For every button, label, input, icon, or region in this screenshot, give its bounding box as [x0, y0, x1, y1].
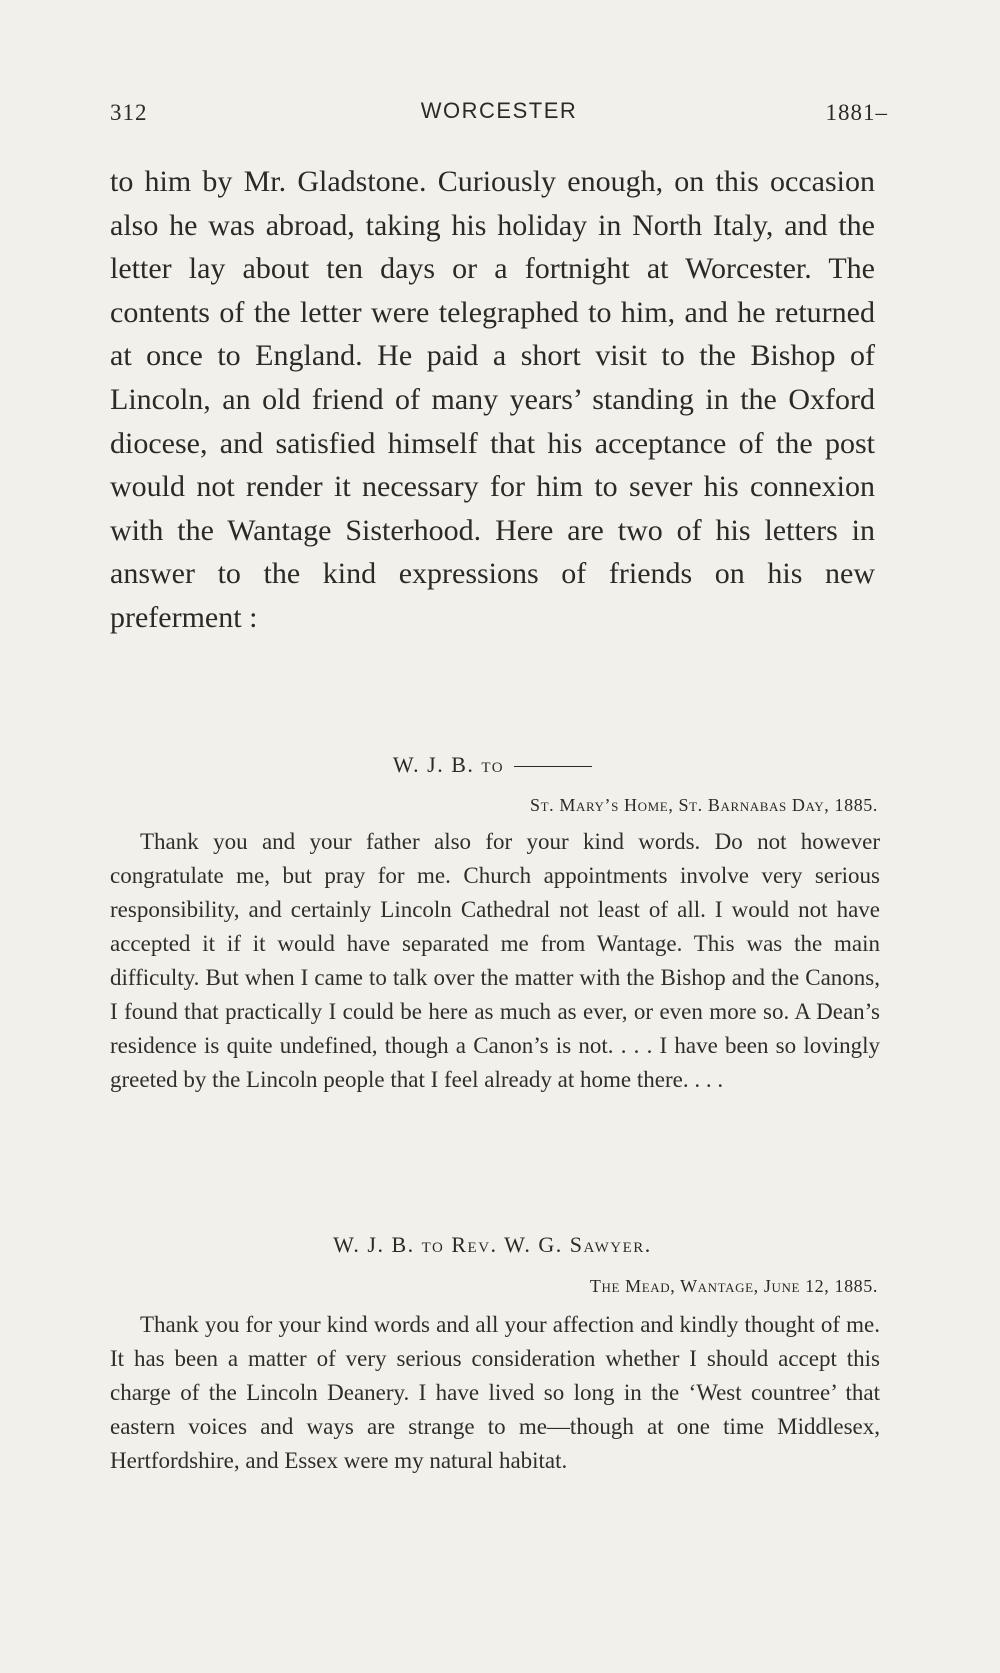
running-title: WORCESTER [420, 98, 578, 123]
recipient-dash [514, 766, 592, 767]
letter2-heading-line [110, 1232, 875, 1258]
letter2-body: Thank you for your kind words and all your affection and kindly thought of me. It has been a matter of very serious consideration whether I should accept this charge of the Lincoln Deanery. I have lived so long in the ‘West countree’ that eastern voices and ways are strange to me—though at one time Middlesex, Hertfordshire, and Essex were my natural habitat. [110, 1312, 880, 1473]
main-paragraph: to him by Mr. Gladstone. Curiously enough, on this occasion also he was abroad, taking his holiday in North Italy, and the letter lay about ten days or a fortnight at Worcester. The contents of the letter were telegraphed to him, and he returned at once to England. He paid a short visit to the Bishop of Lincoln, an old friend of many years’ standing in the Oxford diocese, and satisfied himself that his acceptance of the post would not render it necessary for him to sever his connexion with the Wantage Sisterhood. Here are two of his letters in answer to the kind expressions of friends on his new preferment : [110, 165, 875, 634]
letter1-heading-line [110, 752, 875, 778]
letter1-dateline-line [530, 795, 878, 816]
page-header [110, 98, 888, 132]
letter1-heading: W. J. B. to [392, 752, 505, 777]
page-number: 312 [110, 100, 148, 125]
letter2-dateline-line [590, 1276, 878, 1297]
header-year: 1881– [825, 100, 888, 125]
letter1-body: Thank you and your father also for your kind words. Do not however congratulate me, but pray for me. Church appointments involve very serious responsibility, and certainly Lincoln Cathedral not least of all. I would not have accepted it if it would have separated me from Wantage. This was the main difficulty. But when I came to talk over the matter with the Bishop and the Canons, I found that practically I could be here as much as ever, or even more so. A Dean’s residence is quite undefined, though a Canon’s is not. . . . I have been so lovingly greeted by the Lincoln people that I feel already at home there. . . . [110, 829, 880, 1092]
letter2-heading: W. J. B. to Rev. W. G. Sawyer. [333, 1232, 652, 1257]
letter1-dateline: St. Mary’s Home, St. Barnabas Day, 1885. [530, 795, 878, 815]
letter2-dateline: The Mead, Wantage, June 12, 1885. [589, 1276, 878, 1296]
